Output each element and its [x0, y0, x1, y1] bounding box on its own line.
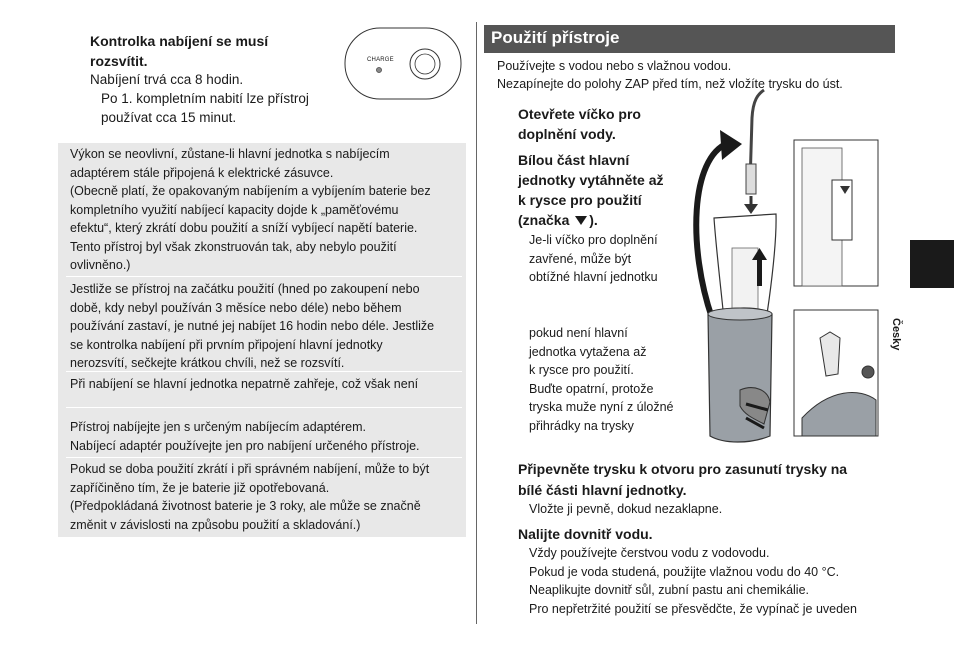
column-divider	[476, 22, 477, 624]
step1-line1: Otevřete víčko pro	[518, 106, 641, 122]
note-line: (Předpokládaná životnost baterie je 3 roky, ale může se značně	[70, 499, 421, 513]
triangle-down-icon	[574, 211, 588, 233]
note-line: změnit v závislosti na způsobu použití a skladování.)	[70, 517, 361, 532]
note-line: Vždy používejte čerstvou vodu z vodovodu.	[529, 546, 770, 560]
note-line: Pro nepřetržité použití se přesvědčte, že vypínač je uveden	[529, 601, 857, 616]
note-divider	[66, 457, 462, 458]
step2-note-b	[529, 324, 674, 435]
note-line: přihrádky na trysky	[529, 418, 634, 433]
step4-title: Nalijte dovnitř vodu.	[518, 526, 653, 542]
note-line: Pokud se doba použití zkrátí i při správném nabíjení, může to být	[70, 462, 430, 476]
charge-label: CHARGE	[367, 57, 394, 63]
note-memory-effect	[70, 145, 462, 275]
note-divider	[66, 276, 462, 277]
step2-line1: Bílou část hlavní	[518, 152, 630, 168]
note-line: ovlivněno.)	[70, 258, 131, 272]
note-line: nerozsvítí, sečkejte krátkou chvíli, než se rozsvítí.	[70, 356, 345, 370]
note-line: Nabíjecí adaptér používejte jen pro nabíjení určeného přístroje.	[70, 438, 420, 453]
note-line: efektu“, který zkrátí dobu použití a sníží vybíjecí napětí baterie.	[70, 221, 418, 235]
note-line: Přístroj nabíjejte jen s určeným nabíjecím adaptérem.	[70, 420, 366, 434]
note-line: Jestliže se přístroj na začátku použití (hned po zakoupení nebo	[70, 282, 420, 296]
note-line: (Obecně platí, že opakovaným nabíjením a vybíjením baterie bez	[70, 184, 431, 198]
note-line: Buďte opatrní, protože	[529, 381, 654, 396]
note-initial-charge	[70, 280, 462, 373]
note-line: se kontrolka nabíjení při prvním připojení hlavní jednotky	[70, 337, 383, 352]
note-line: Tento přístroj byl však zkonstruován tak, aby nebylo použití	[70, 239, 397, 254]
charge-title-line2: rozsvítit.	[90, 53, 148, 69]
note-line: k rysce pro použití.	[529, 363, 634, 377]
note-line: jednotka vytažena až	[529, 344, 647, 359]
step4-notes	[529, 544, 857, 618]
irrigator-illustration	[680, 88, 880, 460]
note-line: používání zastaví, je nutné jej nabíjet 16 hodin nebo déle. Jestliže	[70, 319, 435, 333]
language-label: Česky	[890, 318, 902, 351]
step2-line3: k rysce pro použití	[518, 192, 642, 208]
note-heating	[70, 375, 462, 394]
note-adapter	[70, 418, 462, 455]
note-line: tryska muže nyní z úložné	[529, 400, 674, 414]
note-line: době, kdy nebyl používán 3 měsíce nebo déle) nebo během	[70, 300, 402, 315]
step2-line2: jednotky vytáhněte až	[518, 172, 664, 188]
note-line: Je-li víčko pro doplnění	[529, 233, 658, 247]
intro-text-1: Používejte s vodou nebo s vlažnou vodou.	[497, 59, 732, 73]
section-title: Použití přístroje	[491, 28, 620, 47]
section-header	[484, 25, 895, 53]
charge-title-line1: Kontrolka nabíjení se musí	[90, 33, 269, 49]
note-line: Při nabíjení se hlavní jednotka nepatrně zahřeje, což však není	[70, 377, 419, 391]
step2-line4-end: ).	[589, 212, 598, 228]
charge-usage-text-1: Po 1. kompletním nabití lze přístroj	[101, 91, 309, 106]
step2-line4-text: (značka	[518, 212, 570, 228]
note-divider	[66, 371, 462, 372]
step3-line1: Připevněte trysku k otvoru pro zasunutí trysky na	[518, 461, 848, 477]
step1-line2: doplnění vody.	[518, 126, 616, 142]
intro-text-2: Nezapínejte do polohy ZAP před tím, než vložíte trysku do úst.	[497, 77, 843, 91]
note-line: kompletního využití nabíjecí kapacity dojde k „paměťovému	[70, 202, 399, 217]
step2-note-a	[529, 231, 658, 287]
charge-duration-text: Nabíjení trvá cca 8 hodin.	[90, 72, 244, 87]
notes-panel	[58, 143, 466, 537]
note-line: Pokud je voda studená, použijte vlažnou vodu do 40 °C.	[529, 564, 840, 579]
note-line: Neaplikujte dovnitř sůl, zubní pastu ani chemikálie.	[529, 583, 810, 597]
step3-note: Vložte ji pevně, dokud nezaklapne.	[529, 502, 723, 516]
step2-line4	[518, 210, 598, 232]
charge-indicator-illustration	[343, 26, 463, 101]
note-divider	[66, 407, 462, 408]
note-line: zapříčiněno tím, že je baterie již opotřebovaná.	[70, 480, 330, 495]
note-battery-life	[70, 460, 462, 534]
note-line: Výkon se neovlivní, zůstane-li hlavní jednotka s nabíjecím	[70, 147, 390, 161]
note-line: obtížné hlavní jednotku	[529, 270, 658, 284]
note-line: zavřené, může být	[529, 251, 632, 266]
note-line: pokud není hlavní	[529, 326, 628, 340]
step3-line2: bílé části hlavní jednotky.	[518, 482, 687, 498]
language-tab	[910, 240, 954, 288]
charge-usage-text-2: používat cca 15 minut.	[101, 110, 237, 125]
note-line: adaptérem stále připojená k elektrické zásuvce.	[70, 165, 334, 180]
